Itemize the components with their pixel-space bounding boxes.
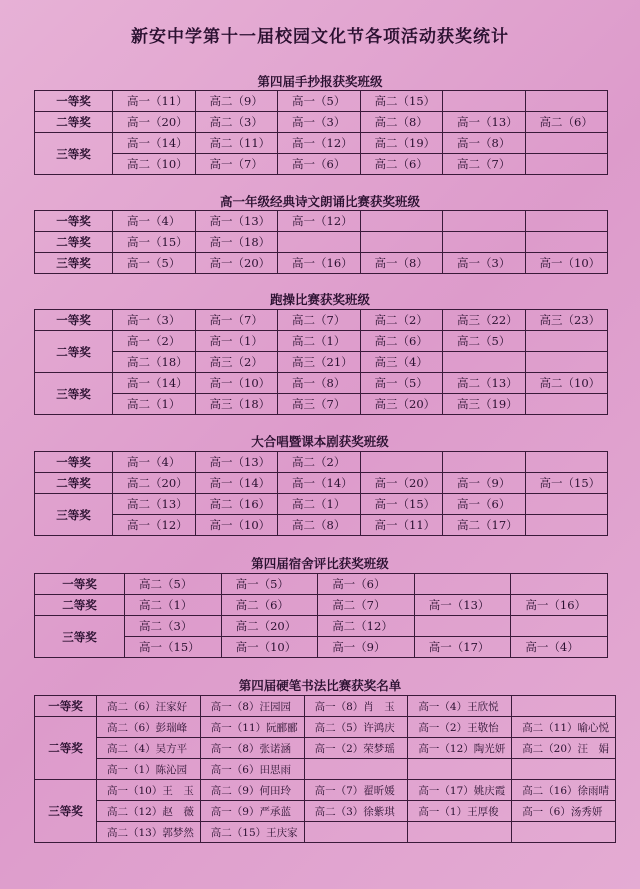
table-cell	[512, 822, 616, 843]
table-cell: 高二（13）郭梦然	[97, 822, 201, 843]
table-cell: 高一（2）王敬怡	[408, 717, 512, 738]
table-row	[35, 515, 608, 536]
table-dormitory	[34, 573, 608, 658]
table-cell: 高一（1）陈沁园	[97, 759, 201, 780]
award-level-second: 二等奖	[35, 473, 113, 494]
table-cell	[443, 232, 526, 253]
table-cell	[443, 91, 526, 112]
table-cell: 高一（7）	[195, 310, 278, 331]
section-title-running-drill: 跑操比赛获奖班级	[269, 292, 370, 307]
table-row	[35, 801, 616, 822]
award-level-second: 二等奖	[35, 112, 113, 133]
table-cell	[360, 211, 443, 232]
section-title-handwritten-newspaper: 第四届手抄报获奖班级	[257, 74, 383, 89]
award-level-first: 一等奖	[35, 696, 97, 717]
table-row	[35, 696, 616, 717]
table-cell: 高二（9）何田玲	[200, 780, 304, 801]
table-row	[35, 616, 608, 637]
table-cell: 高二（15）	[360, 91, 443, 112]
table-row	[35, 91, 608, 112]
table-row	[35, 331, 608, 352]
table-cell	[525, 494, 608, 515]
table-cell	[414, 616, 511, 637]
table-cell: 高二（20）	[113, 473, 196, 494]
table-cell: 高一（12）	[278, 133, 361, 154]
award-level-third: 三等奖	[35, 494, 113, 536]
table-cell: 高一（14）	[278, 473, 361, 494]
table-cell: 高一（10）王 玉	[97, 780, 201, 801]
table-cell: 高一（6）	[318, 574, 415, 595]
table-cell: 高二（9）	[195, 91, 278, 112]
table-cell: 高一（10）	[525, 253, 608, 274]
table-cell: 高二（1）	[113, 394, 196, 415]
table-cell: 高一（5）	[278, 91, 361, 112]
table-cell: 高三（22）	[443, 310, 526, 331]
table-cell: 高二（5）许鸿庆	[304, 717, 408, 738]
table-row	[35, 452, 608, 473]
table-cell: 高二（6）汪家好	[97, 696, 201, 717]
table-cell: 高二（6）	[525, 112, 608, 133]
award-level-third: 三等奖	[35, 780, 97, 843]
table-cell	[512, 759, 616, 780]
table-cell	[525, 515, 608, 536]
award-level-first: 一等奖	[35, 211, 113, 232]
table-cell: 高二（1）	[278, 494, 361, 515]
table-cell: 高一（15）	[360, 494, 443, 515]
award-level-third: 三等奖	[35, 616, 125, 658]
table-cell: 高三（7）	[278, 394, 361, 415]
table-cell	[525, 154, 608, 175]
table-row	[35, 738, 616, 759]
award-level-second: 二等奖	[35, 232, 113, 253]
table-cell: 高一（12）	[278, 211, 361, 232]
table-row	[35, 822, 616, 843]
table-cell	[525, 91, 608, 112]
table-cell: 高二（6）	[221, 595, 318, 616]
award-level-first: 一等奖	[35, 310, 113, 331]
table-cell	[525, 394, 608, 415]
table-cell	[278, 232, 361, 253]
table-cell: 高三（19）	[443, 394, 526, 415]
table-cell: 高一（7）	[195, 154, 278, 175]
table-row	[35, 780, 616, 801]
table-cell	[512, 696, 616, 717]
table-cell: 高一（20）	[113, 112, 196, 133]
section-title-dormitory: 第四届宿舍评比获奖班级	[251, 556, 389, 571]
table-poetry-recitation	[34, 210, 608, 274]
table-cell: 高一（5）	[360, 373, 443, 394]
table-cell: 高一（3）	[278, 112, 361, 133]
table-cell: 高二（8）	[360, 112, 443, 133]
table-cell: 高一（9）	[318, 637, 415, 658]
table-cell: 高一（8）	[360, 253, 443, 274]
table-cell: 高三（18）	[195, 394, 278, 415]
table-cell: 高二（20）汪 娟	[512, 738, 616, 759]
table-cell: 高一（10）	[195, 373, 278, 394]
table-cell: 高二（11）	[195, 133, 278, 154]
table-cell: 高二（12）	[318, 616, 415, 637]
table-cell	[525, 352, 608, 373]
table-cell: 高二（12）赵 薇	[97, 801, 201, 822]
table-cell: 高二（10）	[113, 154, 196, 175]
table-cell	[443, 211, 526, 232]
award-level-third: 三等奖	[35, 373, 113, 415]
table-cell: 高二（8）	[278, 515, 361, 536]
table-cell: 高一（13）	[414, 595, 511, 616]
table-cell: 高二（7）	[318, 595, 415, 616]
table-cell: 高一（4）	[113, 452, 196, 473]
table-cell: 高一（10）	[195, 515, 278, 536]
table-cell: 高三（2）	[195, 352, 278, 373]
table-cell: 高一（4）	[511, 637, 608, 658]
table-cell: 高一（15）	[113, 232, 196, 253]
table-cell	[525, 452, 608, 473]
table-row	[35, 494, 608, 515]
table-cell: 高一（5）	[221, 574, 318, 595]
table-row	[35, 759, 616, 780]
table-cell: 高二（19）	[360, 133, 443, 154]
table-cell: 高一（16）	[278, 253, 361, 274]
table-cell: 高一（8）	[278, 373, 361, 394]
table-cell: 高一（2）荣梦瑶	[304, 738, 408, 759]
table-cell: 高二（6）	[360, 154, 443, 175]
section-title-calligraphy: 第四届硬笔书法比赛获奖名单	[238, 678, 402, 693]
table-cell: 高一（13）	[443, 112, 526, 133]
table-row	[35, 211, 608, 232]
table-cell: 高一（16）	[511, 595, 608, 616]
table-cell	[360, 452, 443, 473]
table-cell: 高一（8）张诺涵	[200, 738, 304, 759]
table-calligraphy	[34, 695, 616, 843]
table-cell: 高一（15）	[125, 637, 222, 658]
table-row	[35, 253, 608, 274]
table-cell: 高一（8）肖 玉	[304, 696, 408, 717]
award-level-second: 二等奖	[35, 331, 113, 373]
award-level-third: 三等奖	[35, 133, 113, 175]
table-cell	[408, 822, 512, 843]
table-cell: 高二（11）喻心悦	[512, 717, 616, 738]
table-cell: 高一（20）	[360, 473, 443, 494]
table-cell: 高一（1）王厚俊	[408, 801, 512, 822]
table-cell: 高一（4）	[113, 211, 196, 232]
table-row	[35, 133, 608, 154]
table-cell: 高二（5）	[125, 574, 222, 595]
table-row	[35, 154, 608, 175]
table-cell: 高二（2）	[278, 452, 361, 473]
table-cell: 高一（18）	[195, 232, 278, 253]
table-cell: 高一（10）	[221, 637, 318, 658]
table-row	[35, 394, 608, 415]
table-cell: 高二（1）	[278, 331, 361, 352]
table-handwritten-newspaper	[34, 90, 608, 175]
table-cell: 高二（16）徐雨晴	[512, 780, 616, 801]
table-cell	[443, 452, 526, 473]
table-cell: 高一（17）姚庆霞	[408, 780, 512, 801]
table-cell	[525, 211, 608, 232]
table-row	[35, 717, 616, 738]
table-cell: 高一（14）	[113, 373, 196, 394]
table-cell: 高一（6）	[278, 154, 361, 175]
table-row	[35, 595, 608, 616]
table-cell	[304, 759, 408, 780]
section-title-chorus-drama: 大合唱暨课本剧获奖班级	[251, 434, 389, 449]
table-cell: 高一（4）王欣悦	[408, 696, 512, 717]
table-cell: 高一（2）	[113, 331, 196, 352]
award-level-third: 三等奖	[35, 253, 113, 274]
table-cell: 高一（3）	[443, 253, 526, 274]
table-cell: 高二（1）	[125, 595, 222, 616]
table-cell: 高二（17）	[443, 515, 526, 536]
table-cell: 高二（20）	[221, 616, 318, 637]
table-cell: 高二（13）	[443, 373, 526, 394]
table-cell: 高一（6）汤秀妍	[512, 801, 616, 822]
table-cell: 高一（12）陶光妍	[408, 738, 512, 759]
table-cell: 高二（5）	[443, 331, 526, 352]
table-cell: 高一（14）	[113, 133, 196, 154]
table-row	[35, 310, 608, 331]
table-cell: 高二（16）	[195, 494, 278, 515]
table-cell: 高一（1）	[195, 331, 278, 352]
table-cell	[408, 759, 512, 780]
table-cell	[414, 574, 511, 595]
table-row	[35, 373, 608, 394]
table-cell: 高一（11）	[113, 91, 196, 112]
table-running-drill	[34, 309, 608, 415]
table-cell: 高一（9）	[443, 473, 526, 494]
table-cell: 高二（13）	[113, 494, 196, 515]
table-row	[35, 574, 608, 595]
table-cell: 高一（15）	[525, 473, 608, 494]
table-cell	[360, 232, 443, 253]
table-cell: 高三（4）	[360, 352, 443, 373]
page-title: 新安中学第十一届校园文化节各项活动获奖统计	[131, 27, 509, 47]
table-cell: 高一（7）翟昕媛	[304, 780, 408, 801]
table-cell: 高一（12）	[113, 515, 196, 536]
table-cell: 高一（6）	[443, 494, 526, 515]
award-level-first: 一等奖	[35, 452, 113, 473]
table-cell: 高一（11）阮郦郦	[200, 717, 304, 738]
table-cell: 高一（11）	[360, 515, 443, 536]
table-cell: 高二（7）	[278, 310, 361, 331]
table-cell: 高一（9）严承蓝	[200, 801, 304, 822]
table-row	[35, 473, 608, 494]
table-cell: 高二（3）徐紫琪	[304, 801, 408, 822]
table-cell: 高三（20）	[360, 394, 443, 415]
table-cell: 高二（2）	[360, 310, 443, 331]
table-row	[35, 352, 608, 373]
award-level-second: 二等奖	[35, 717, 97, 780]
table-cell	[525, 232, 608, 253]
table-cell: 高一（3）	[113, 310, 196, 331]
table-cell: 高三（21）	[278, 352, 361, 373]
table-cell: 高二（7）	[443, 154, 526, 175]
table-cell: 高一（17）	[414, 637, 511, 658]
table-cell	[511, 574, 608, 595]
table-cell: 高一（20）	[195, 253, 278, 274]
table-cell: 高二（6）	[360, 331, 443, 352]
table-cell: 高一（8）汪园园	[200, 696, 304, 717]
table-cell: 高二（15）王庆家	[200, 822, 304, 843]
table-cell: 高二（3）	[195, 112, 278, 133]
table-cell: 高二（3）	[125, 616, 222, 637]
table-cell: 高一（13）	[195, 211, 278, 232]
table-cell: 高一（5）	[113, 253, 196, 274]
award-level-second: 二等奖	[35, 595, 125, 616]
table-cell: 高三（23）	[525, 310, 608, 331]
table-cell	[443, 352, 526, 373]
table-cell	[511, 616, 608, 637]
table-cell: 高二（18）	[113, 352, 196, 373]
table-cell	[525, 133, 608, 154]
table-cell: 高一（8）	[443, 133, 526, 154]
section-title-poetry-recitation: 高一年级经典诗文朗诵比赛获奖班级	[219, 194, 420, 209]
table-cell: 高一（14）	[195, 473, 278, 494]
table-cell: 高一（13）	[195, 452, 278, 473]
table-cell: 高二（4）吴方平	[97, 738, 201, 759]
table-cell: 高二（10）	[525, 373, 608, 394]
table-row	[35, 112, 608, 133]
table-row	[35, 232, 608, 253]
table-chorus-drama	[34, 451, 608, 536]
award-level-first: 一等奖	[35, 574, 125, 595]
table-cell	[304, 822, 408, 843]
table-cell: 高二（6）彭瑞峰	[97, 717, 201, 738]
award-level-first: 一等奖	[35, 91, 113, 112]
table-cell	[525, 331, 608, 352]
table-cell: 高一（6）田思雨	[200, 759, 304, 780]
